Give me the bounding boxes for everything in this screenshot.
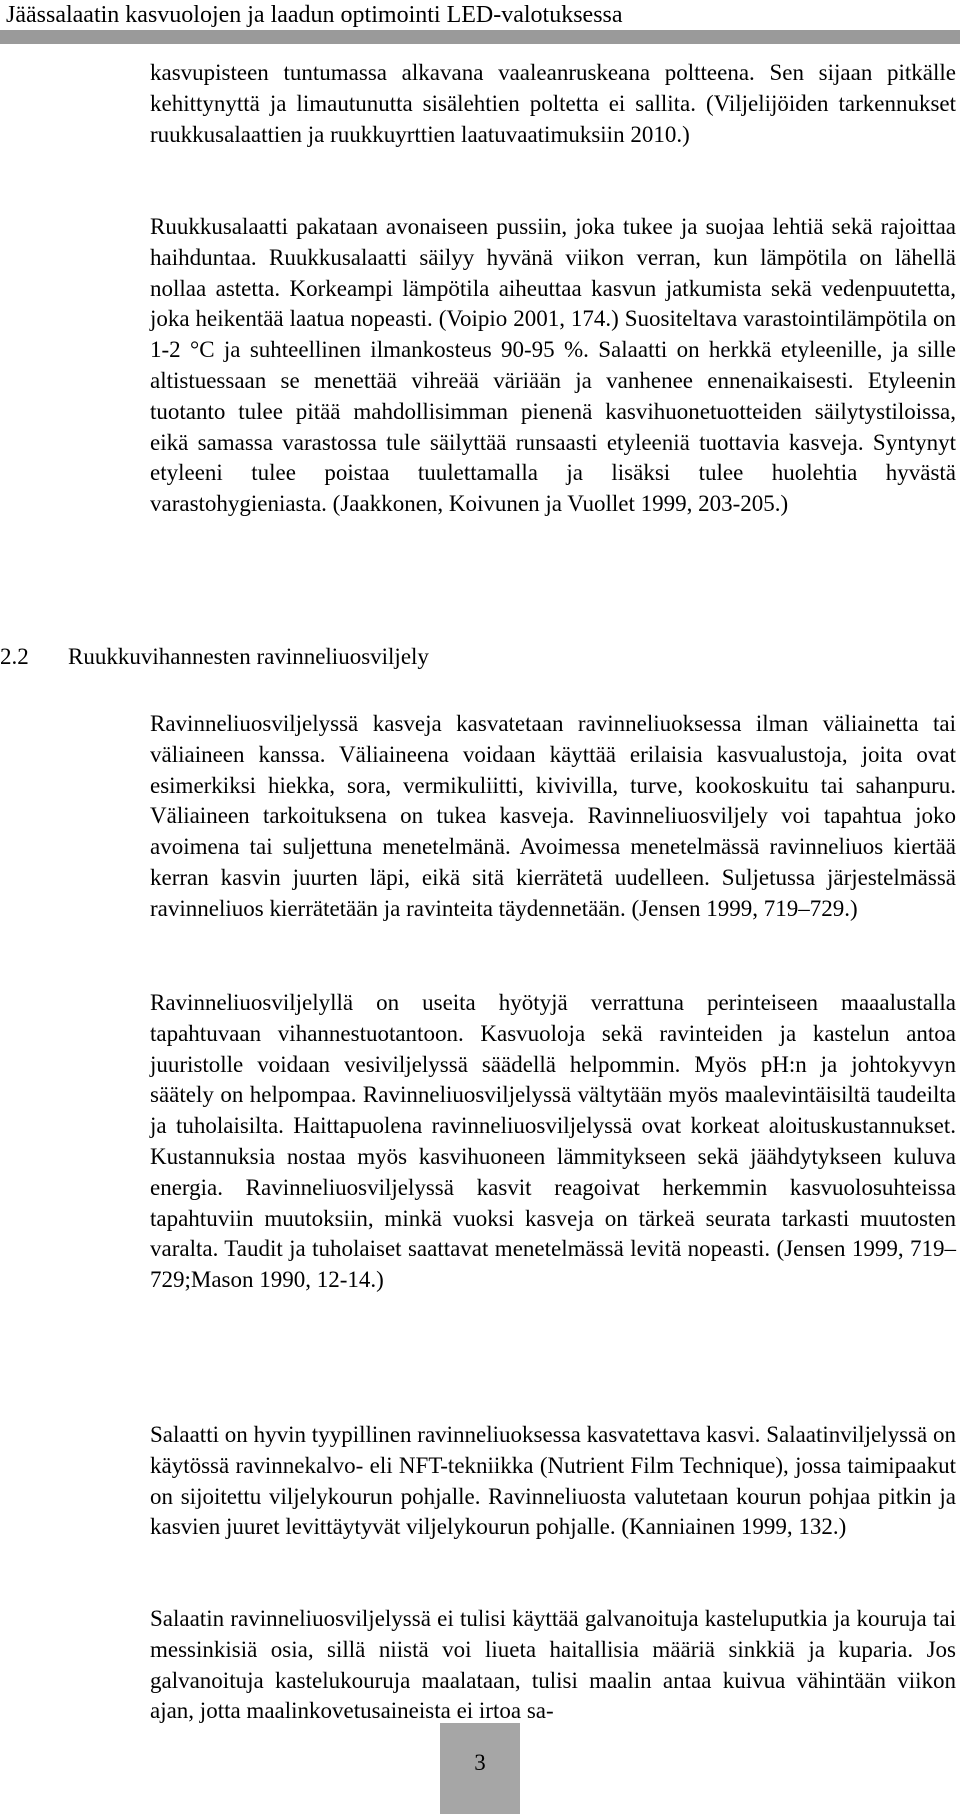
paragraph-storage: Ruukkusalaatti pakataan avonaiseen pussiin, joka tukee ja suojaa lehtiä sekä rajoittaa haihduntaa. Ruukkusalaatti säilyy hyvänä viikon verran, kun lämpötila on lähellä nollaa astetta. Korkeampi lämpötila aiheuttaa kasvun jatkumista sekä vedenpuutetta, joka heikentää laatua nopeasti. (Voipio 2001, 174.) Suositeltava varastointilämpötila on 1-2 °C ja suhteellinen ilmankosteus 90-95 %. Salaatti on herkkä etyleenille, ja sille altistuessaan se menettää vihreää väriään ja vanhenee ennenaikaisesti. Etyleenin tuotanto tulee pitää mahdollisimman pienenä kasvihuonetuotteiden säilytystiloissa, eikä samassa varastossa tule säilyttää runsaasti etyleeniä tuottavia kasveja. Syntynyt etyleeni tulee poistaa tuulettamalla ja lisäksi tulee huolehtia hyvästä varastohygieniasta. (Jaakkonen, Koivunen ja Vuollet 1999, 203-205.) xyxy=(150,214,956,517)
document-title: Jäässalaatin kasvuolojen ja laadun optimointi LED-valotuksessa xyxy=(6,2,623,28)
section-heading xyxy=(0,642,429,672)
section-number: 2.2 xyxy=(0,644,29,669)
page-header xyxy=(0,0,960,44)
paragraph-materials: Salaatin ravinneliuosviljelyssä ei tulisi käyttää galvanoituja kasteluputkia ja kouruja tai messinkisiä osia, sillä niistä voi liueta haitallisia määriä sinkkiä ja kuparia. Jos galvanoituja kastelukouruja maalataan, tulisi maalin antaa kuivua vähintään viikon ajan, jotta maalinkovetusaineista ei irtoa sa- xyxy=(150,1606,956,1724)
paragraph-continued: kasvupisteen tuntumassa alkavana vaaleanruskeana poltteena. Sen sijaan pitkälle kehittynyttä ja limautunutta sisälehtien poltetta ei sallita. (Viljelijöiden tarkennukset ruukkusalaattien ja ruukkuyrttien laatuvaatimuksiin 2010.) xyxy=(150,60,956,147)
paragraph-hydroponics-benefits: Ravinneliuosviljelyllä on useita hyötyjä verrattuna perinteiseen maaalustalla tapahtuvaan vihannestuotantoon. Kasvuoloja sekä ravinteiden ja kastelun antoa juuristolle voidaan vesiviljelyssä säädellä helpommin. Myös pH:n ja johtokyvyn säätely on helpompaa. Ravinneliuosviljelyssä vältytään myös maalevintäisiltä taudeilta ja tuholaisilta. Haittapuolena ravinneliuosviljelyssä ovat korkeat aloituskustannukset. Kustannuksia nostaa myös kasvihuoneen lämmitykseen sekä jäähdytykseen kuluva energia. Ravinneliuosviljelyssä kasvit reagoivat herkemmin kasvuolosuhteissa tapahtuviin muutoksiin, minkä vuoksi kasveja on tärkeä seurata tarkasti muutosten varalta. Taudit ja tuholaiset saattavat menetelmässä levitä nopeasti. (Jensen 1999, 719–729;Mason 1990, 12-14.) xyxy=(150,990,956,1293)
page-number-box xyxy=(440,1723,520,1814)
paragraph-hydroponics-intro: Ravinneliuosviljelyssä kasveja kasvatetaan ravinneliuoksessa ilman väliainetta tai väliaineen kanssa. Väliaineena voidaan käyttää erilaisia kasvualustoja, joita ovat esimerkiksi hiekka, sora, vermikuliitti, kivivilla, turve, kookoskuitu tai sahanpuru. Väliaineen tarkoituksena on tukea kasveja. Ravinneliuosviljely voi tapahtua joko avoimena tai suljettuna menetelmänä. Avoimessa menetelmässä ravinneliuos kiertää kerran kasvin juurten läpi, eikä sitä kierrätetä uudelleen. Suljetussa järjestelmässä ravinneliuos kierrätetään ja ravinteita täydennetään. (Jensen 1999, 719–729.) xyxy=(150,711,956,921)
section-title: Ruukkuvihannesten ravinneliuosviljely xyxy=(68,644,429,669)
page-number: 3 xyxy=(474,1750,486,1775)
paragraph-nft-technique: Salaatti on hyvin tyypillinen ravinneliuoksessa kasvatettava kasvi. Salaatinviljelyssä on käytössä ravinnekalvo- eli NFT-tekniikka (Nutrient Film Technique), jossa taimipaakut on sijoitettu viljelykourun pohjalle. Ravinneliuosta valutetaan kourun pohjaa pitkin ja kasvien juuret levittäytyvät viljelykourun pohjalle. (Kanniainen 1999, 132.) xyxy=(150,1422,956,1540)
header-rule xyxy=(0,30,960,44)
